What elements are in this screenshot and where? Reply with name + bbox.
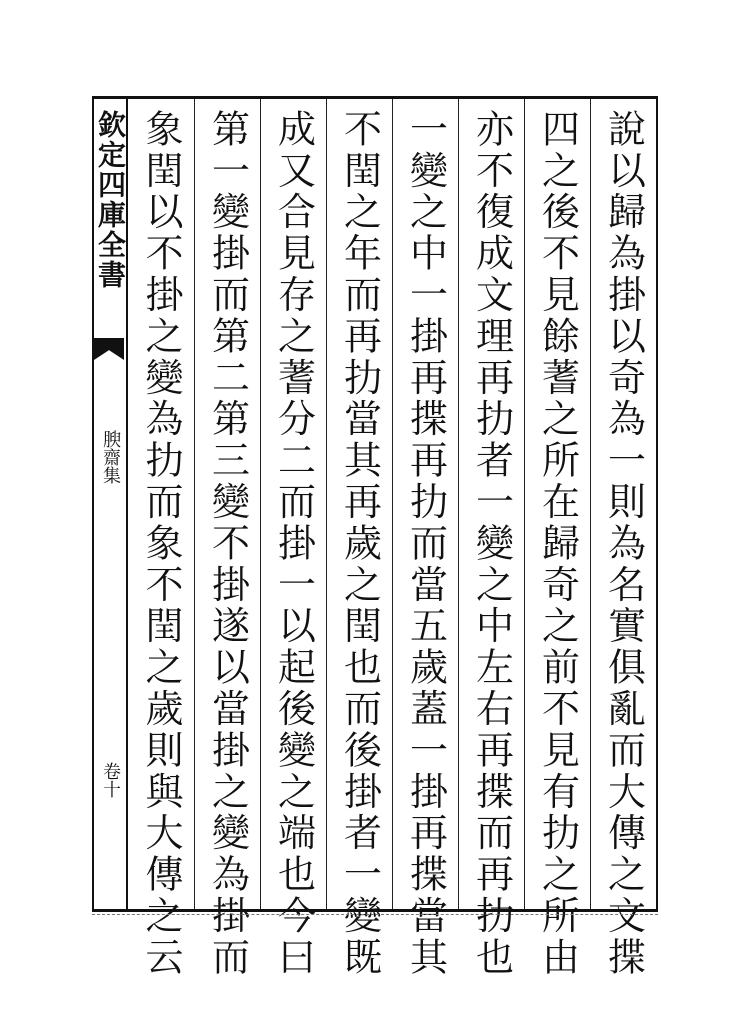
bottom-border-noise xyxy=(92,914,658,927)
margin-book-title: 腴齋集 xyxy=(100,430,121,484)
column-text: 不閏之年而再扐當其再歲之閏也而後掛者一變既 xyxy=(337,109,382,979)
text-column xyxy=(392,99,458,979)
text-column xyxy=(458,99,524,979)
text-column xyxy=(260,99,326,979)
column-text: 第一變掛而第二第三變不掛遂以當掛之變為掛而 xyxy=(205,109,250,979)
column-text: 四之後不見餘蓍之所在歸奇之前不見有扐之所由 xyxy=(535,109,580,979)
margin-page-number: 卷十 xyxy=(100,762,121,798)
margin-title: 欽定四庫全書 xyxy=(94,110,127,290)
text-column xyxy=(524,99,590,979)
text-column xyxy=(326,99,392,979)
text-column xyxy=(590,99,656,979)
text-column xyxy=(128,99,194,979)
text-column xyxy=(194,99,260,979)
column-text: 說以歸為掛以奇為一則為名實俱亂而大傳之文揲 xyxy=(601,109,646,979)
column-text: 成又合見存之蓍分二而掛一以起後變之端也今曰 xyxy=(271,109,316,979)
column-text: 一變之中一掛再揲再扐而當五歲蓋一掛再揲當其 xyxy=(403,109,448,979)
text-columns xyxy=(128,99,656,979)
column-text: 亦不復成文理再扐者一變之中左右再揲而再扐也 xyxy=(469,109,514,979)
column-text: 象閏以不掛之變為扐而象不閏之歲則與大傳之云 xyxy=(139,109,183,979)
